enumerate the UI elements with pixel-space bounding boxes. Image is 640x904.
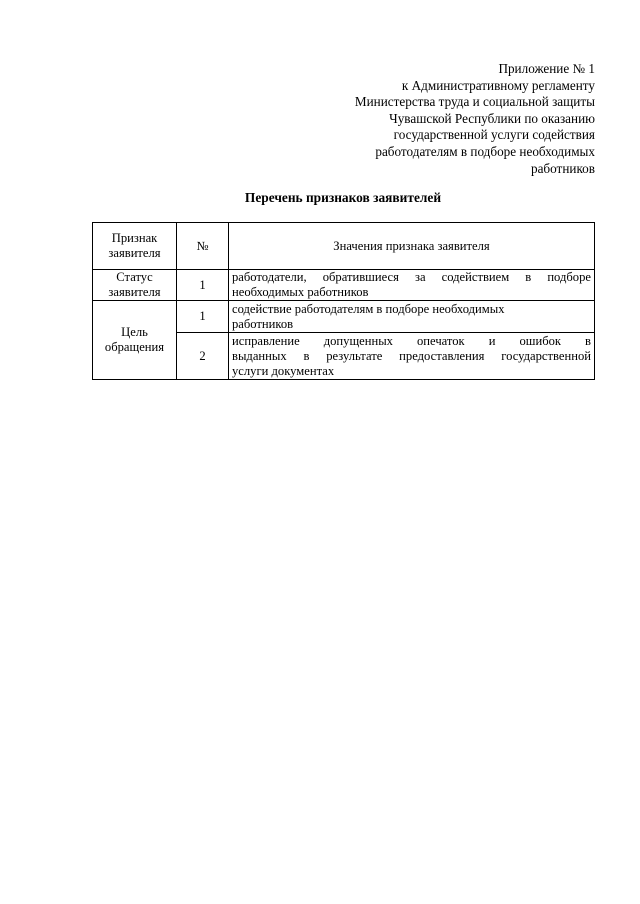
row-value-line: работодатели, обратившиеся за содействием в подборе xyxy=(232,270,591,284)
appendix-line: к Административному регламенту xyxy=(401,77,595,93)
appendix-line: работников xyxy=(530,160,595,176)
appendix-header xyxy=(295,61,595,177)
row-value xyxy=(229,333,595,380)
row-value-line: исправление допущенных опечаток и ошибок в xyxy=(232,333,591,348)
row-value xyxy=(229,270,595,301)
row-number: 1 xyxy=(177,301,229,333)
criteria-table xyxy=(92,222,595,380)
appendix-line: Чувашской Республики по оказанию xyxy=(389,110,595,126)
row-value-line: работников xyxy=(232,316,294,331)
table-header-row xyxy=(93,223,595,270)
row-value-line: выданных в результате предоставления государственной xyxy=(232,348,591,363)
row-value xyxy=(229,301,595,333)
header-value: Значения признака заявителя xyxy=(229,223,595,270)
header-attribute: Признак заявителя xyxy=(93,223,177,270)
document-title: Перечень признаков заявителей xyxy=(244,190,442,205)
header-number: № xyxy=(177,223,229,270)
appendix-line: государственной услуги содействия xyxy=(393,127,595,143)
row-number: 1 xyxy=(177,270,229,301)
row-attribute: Статус заявителя xyxy=(93,270,177,301)
row-attribute: Цель обращения xyxy=(93,301,177,380)
appendix-line: Министерства труда и социальной защиты xyxy=(354,94,595,110)
appendix-line: работодателям в подборе необходимых xyxy=(375,143,595,159)
table-row xyxy=(93,270,595,301)
row-value-line: содействие работодателям в подборе необходимых xyxy=(232,301,505,316)
appendix-line: Приложение № 1 xyxy=(498,61,595,76)
row-number: 2 xyxy=(177,333,229,380)
table-row xyxy=(93,301,595,333)
row-value-line: услуги документах xyxy=(232,363,335,378)
row-value-line: необходимых работников xyxy=(232,285,369,299)
